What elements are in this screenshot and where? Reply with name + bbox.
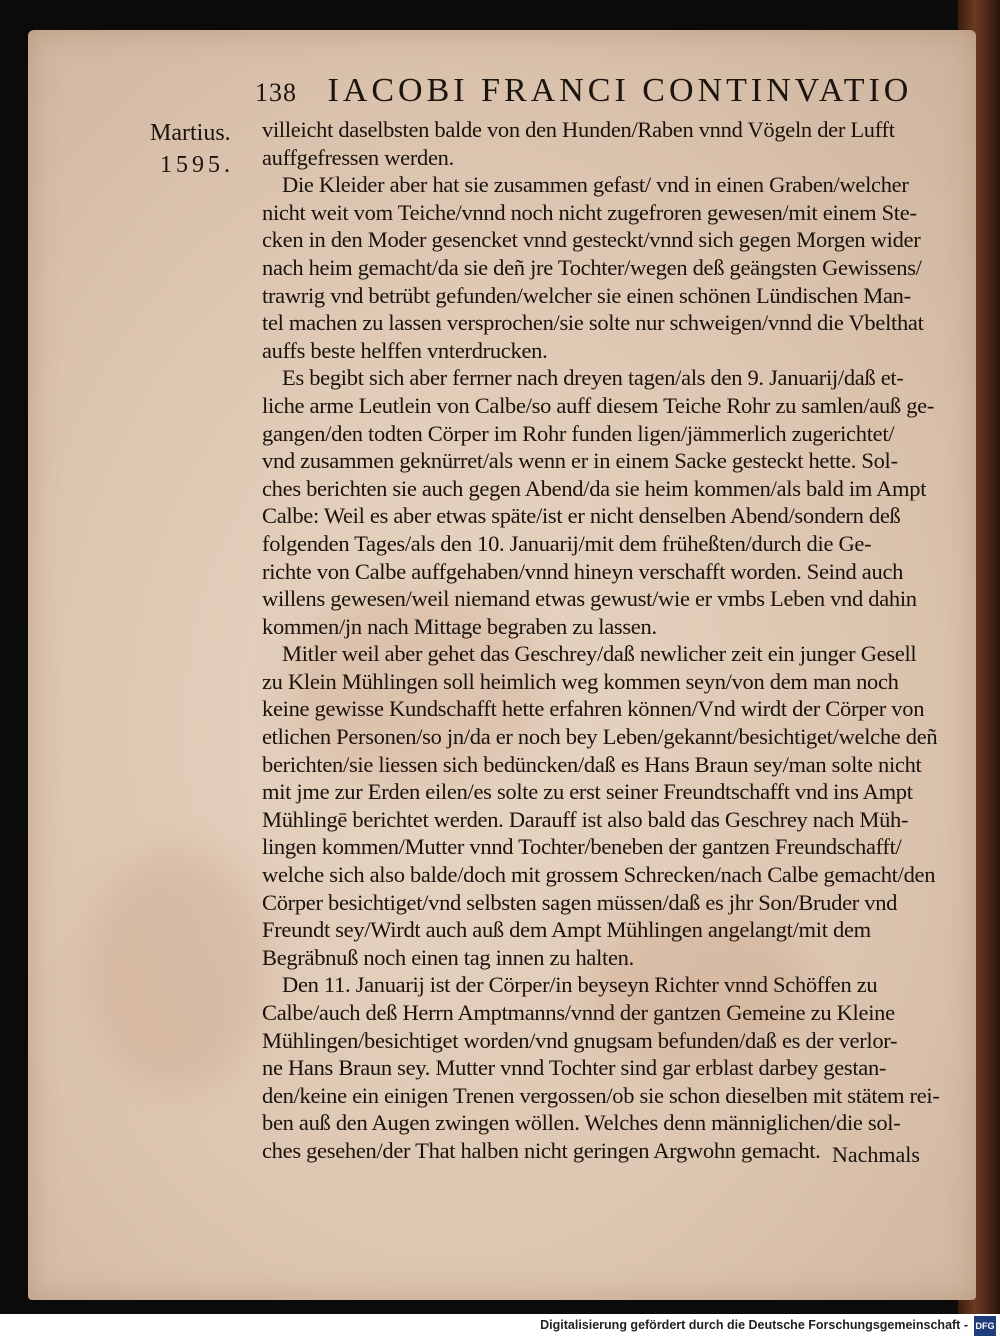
- text-line: auffgefressen werden.: [262, 144, 454, 170]
- text-line: tel machen zu lassen versprochen/sie solte nur schweigen/vnnd die Vbelthat: [262, 310, 924, 336]
- text-line: gangen/den todten Cörper im Rohr funden ligen/jämmerlich zugerichtet/: [262, 420, 895, 446]
- text-line: richte von Calbe auffgehaben/vnnd hineyn verschafft worden. Seind auch: [262, 558, 904, 584]
- text-line: Freundt sey/Wirdt auch auß dem Ampt Mühlingen angelangt/mit dem: [262, 917, 871, 943]
- text-line: Es begibt sich aber ferrner nach dreyen tagen/als den 9. Januarij/daß et-: [282, 365, 904, 391]
- text-line: mit jme zur Erden eilen/es solte zu erst seiner Freundtschafft vnd ins Ampt: [262, 779, 913, 805]
- digitization-credit: Digitalisierung gefördert durch die Deutsche Forschungsgemeinschaft -: [540, 1318, 968, 1332]
- text-line: Die Kleider aber hat sie zusammen gefast/ vnd in einen Graben/welcher: [282, 172, 909, 198]
- text-line: ne Hans Braun sey. Mutter vnnd Tochter sind gar erblast darbey gestan-: [262, 1055, 887, 1081]
- text-line: Begräbnuß noch einen tag innen zu halten.: [262, 944, 634, 970]
- text-line: welche sich also balde/doch mit grossem Schrecken/nach Calbe gemacht/den: [262, 862, 936, 888]
- running-title: IACOBI FRANCI CONTINVATIO: [327, 72, 913, 109]
- text-line: trawrig vnd betrübt gefunden/welcher sie einen schönen Lündischen Man-: [262, 282, 911, 308]
- text-line: kommen/jn nach Mittage begraben zu lassen.: [262, 613, 657, 639]
- text-line: Calbe: Weil es aber etwas späte/ist er nicht denselben Abend/sondern deß: [262, 503, 901, 529]
- text-line: Mühlingen/besichtiget worden/vnd gnugsam befunden/daß es der verlor-: [262, 1027, 898, 1053]
- text-line: villeicht daselbsten balde von den Hunden/Raben vnnd Vögeln der Lufft: [262, 117, 895, 142]
- dfg-logo: DFG: [974, 1316, 996, 1336]
- text-line: nach heim gemacht/da sie deñ jre Tochter/wegen deß geängsten Gewissens/: [262, 254, 922, 280]
- text-line: den/keine ein einigen Trenen vergossen/ob sie schon dieselben mit stätem rei-: [262, 1082, 940, 1108]
- text-line: folgenden Tages/als den 10. Januarij/mit dem früheßten/durch die Ge-: [262, 530, 872, 556]
- page-number: 138: [255, 78, 297, 107]
- paper-stain: [88, 850, 268, 1090]
- text-line: auffs beste helffen vnterdrucken.: [262, 337, 548, 363]
- text-line: liche arme Leutlein von Calbe/so auff diesem Teiche Rohr zu samlen/auß ge-: [262, 392, 935, 418]
- margin-note-year: 1595.: [160, 152, 234, 178]
- body-text: [262, 116, 942, 1165]
- text-line: cken in den Moder gesencket vnnd gesteckt/vnnd sich gegen Morgen wider: [262, 227, 921, 253]
- margin-note-month: Martius.: [150, 120, 231, 146]
- text-line: zu Klein Mühlingen soll heimlich weg kommen seyn/von dem man noch: [262, 668, 899, 694]
- text-line: ben auß den Augen zwingen wöllen. Welches denn männiglichen/die sol-: [262, 1110, 901, 1136]
- catchword: Nachmals: [832, 1142, 920, 1167]
- text-line: lingen kommen/Mutter vnnd Tochter/beneben der gantzen Freundschafft/: [262, 834, 902, 860]
- text-line: etlichen Personen/so jn/da er noch bey Leben/gekannt/besichtiget/welche deñ: [262, 724, 938, 750]
- text-line: willens gewesen/weil niemand etwas gewust/wie er vmbs Leben vnd dahin: [262, 586, 917, 612]
- text-line: ches gesehen/der That halben nicht geringen Argwohn gemacht.: [262, 1137, 821, 1163]
- text-line: ches berichten sie auch gegen Abend/da sie heim kommen/als bald im Ampt: [262, 475, 927, 501]
- text-line: nicht weit vom Teiche/vnnd noch nicht zugefroren gewesen/mit einem Ste-: [262, 199, 917, 225]
- text-line: Mühlingē berichtet werden. Darauff ist also bald das Geschrey nach Müh-: [262, 806, 909, 832]
- running-header: [255, 72, 913, 110]
- text-line: keine gewisse Kundschafft hette erfahren können/Vnd wirdt der Cörper von: [262, 696, 925, 722]
- text-line: Calbe/auch deß Herrn Amptmanns/vnnd der gantzen Gemeine zu Kleine: [262, 1000, 895, 1025]
- text-line: Den 11. Januarij ist der Cörper/in beyseyn Richter vnnd Schöffen zu: [282, 972, 878, 998]
- text-line: Cörper besichtiget/vnd selbsten sagen müssen/daß es jhr Son/Bruder vnd: [262, 889, 898, 915]
- text-line: Mitler weil aber gehet das Geschrey/daß newlicher zeit ein junger Gesell: [282, 641, 917, 667]
- text-line: berichten/sie liessen sich bedüncken/daß es Hans Braun sey/man solte nicht: [262, 751, 922, 777]
- text-line: vnd zusammen geknürret/als wenn er in einem Sacke gesteckt hette. Sol-: [262, 448, 898, 474]
